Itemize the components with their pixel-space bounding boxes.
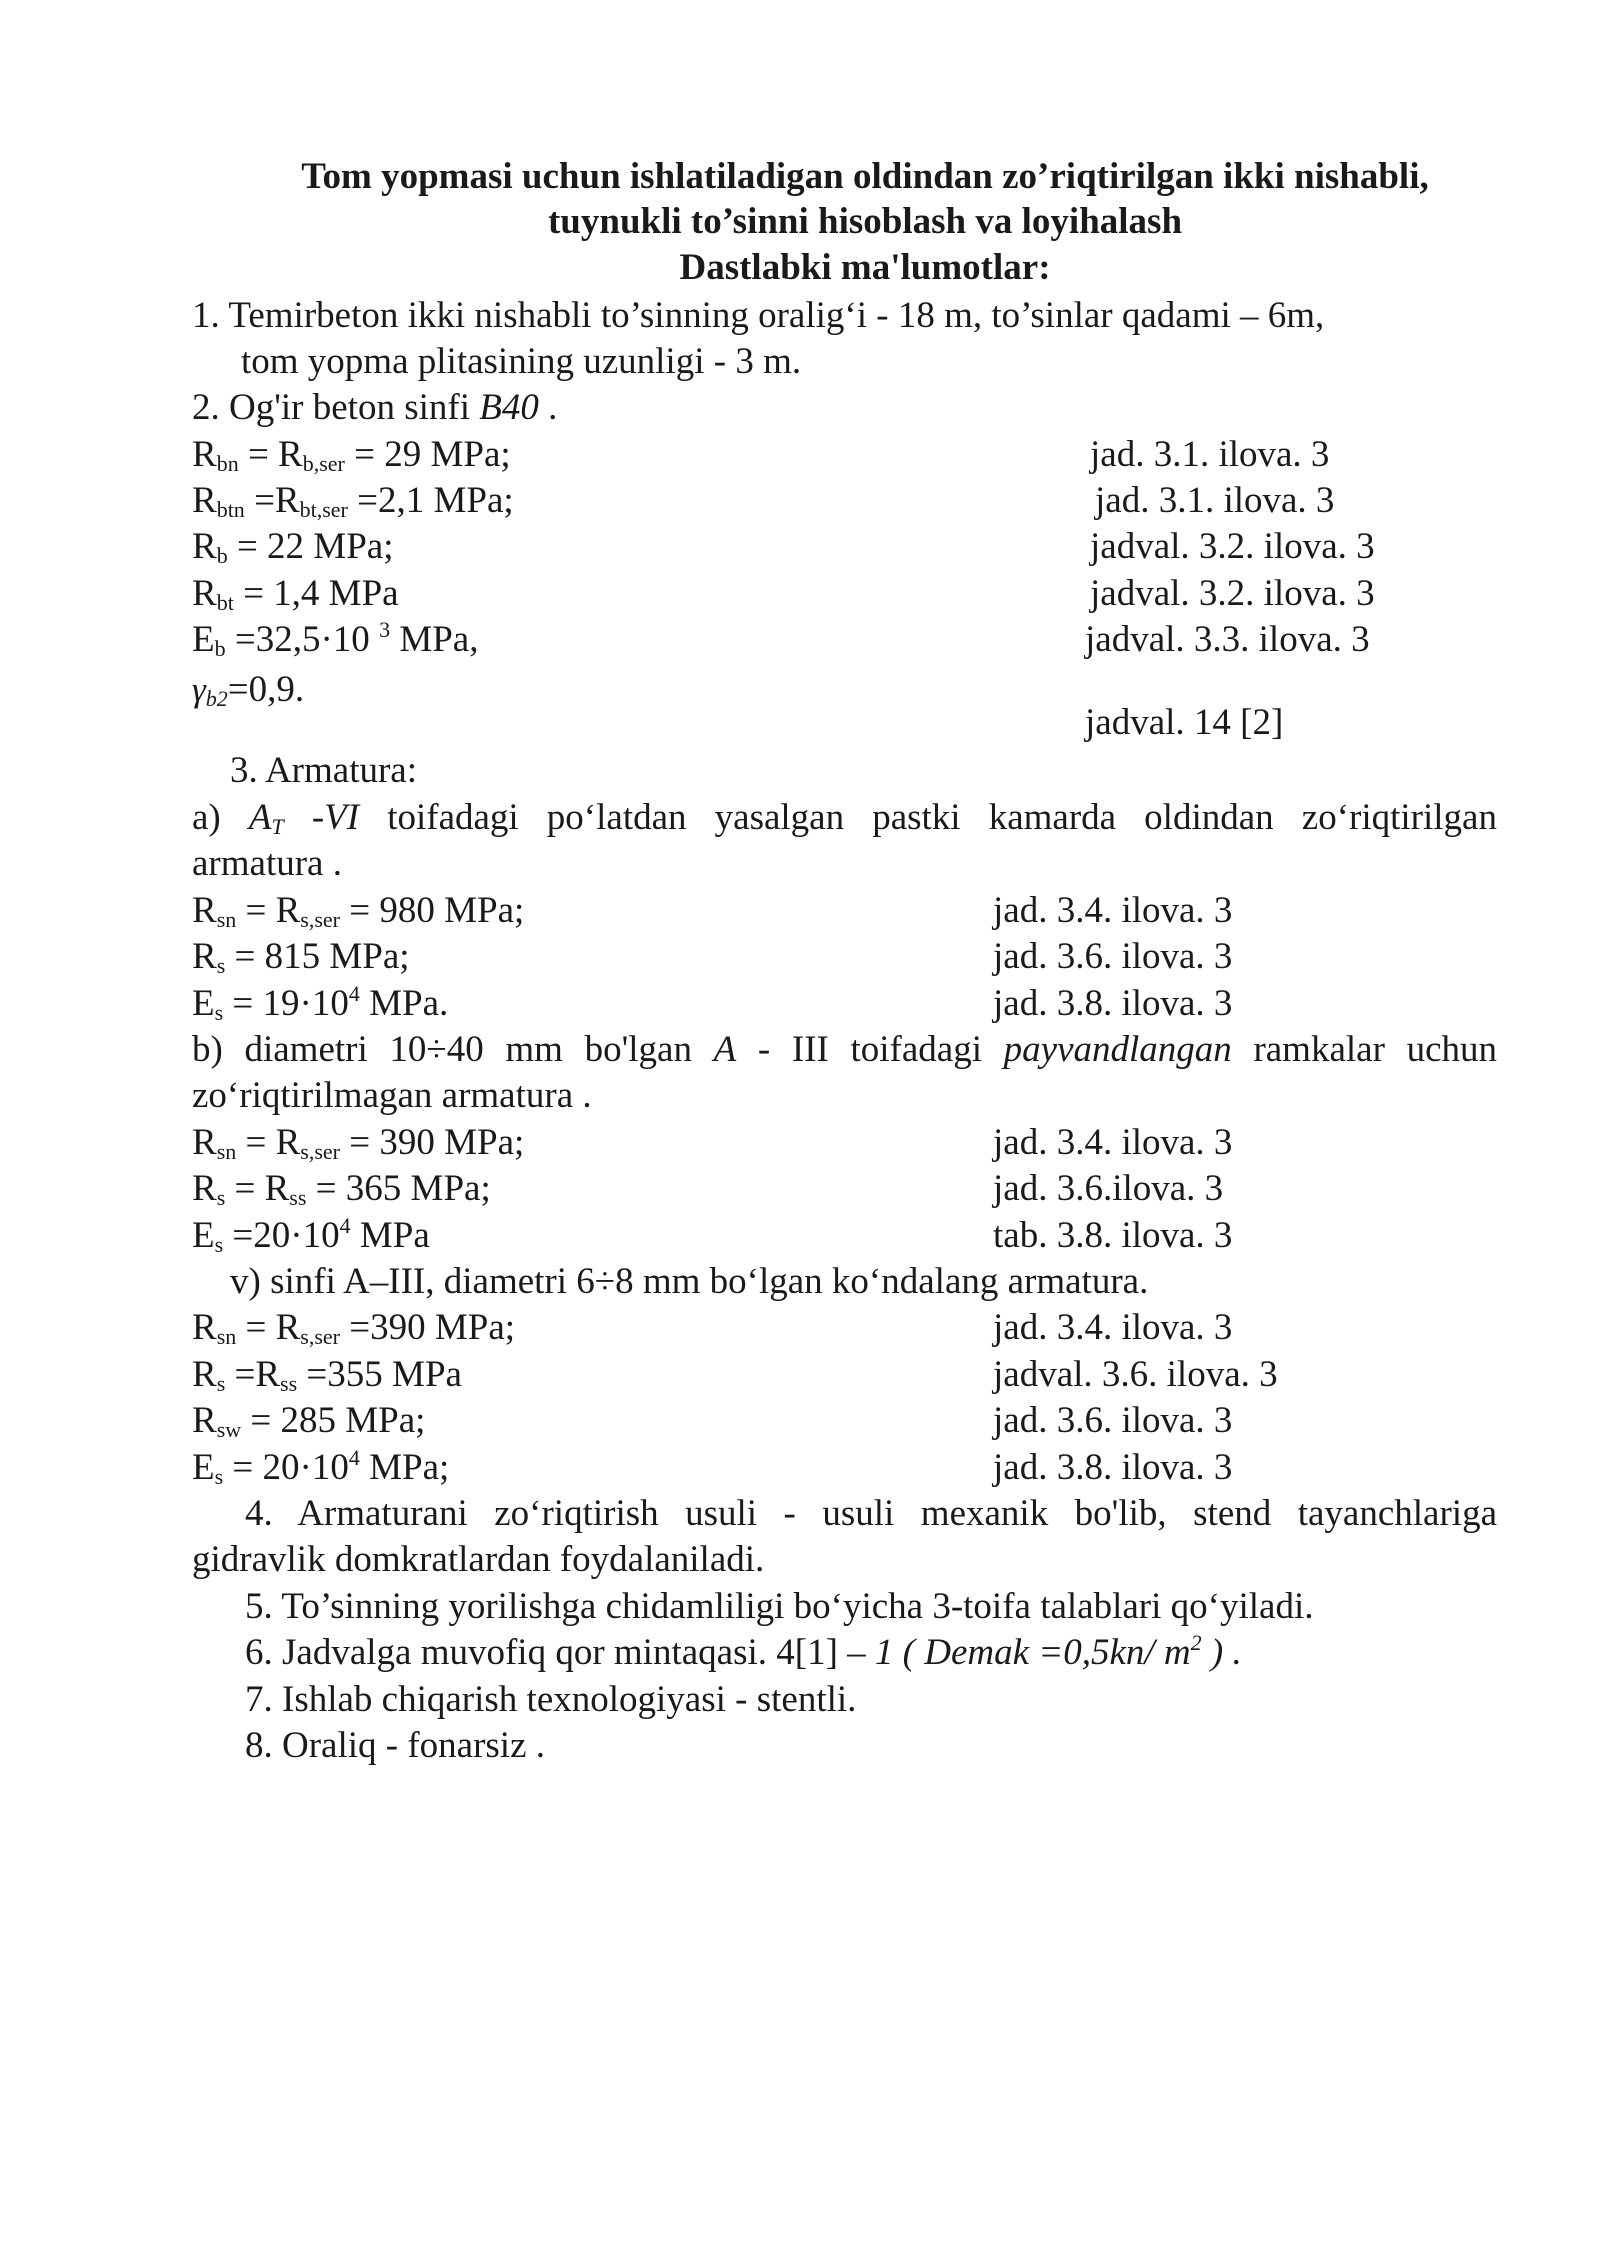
reference-v-rs: jadval. 3.6. ilova. 3 bbox=[993, 1354, 1278, 1395]
document-title-line-1: Tom yopmasi uchun ishlatiladigan oldindan zo’riqtirilgan ikki nishabli, bbox=[301, 156, 1429, 197]
document-title-line-2: tuynukli to’sinni hisoblash va loyihalash bbox=[547, 201, 1183, 242]
reference-rbt: jadval. 3.2. ilova. 3 bbox=[1090, 573, 1375, 614]
formula-b-rsn: $R_{sn} = R_{s,ser} = 390$ MPa; bbox=[192, 1122, 525, 1164]
section-heading-initial-data: Dastlabki ma'lumotlar: bbox=[679, 247, 1051, 288]
formula-a-es: $E_s = 19\cdot 10^4$ MPa. bbox=[192, 981, 449, 1025]
item-7: 7. Ishlab chiqarish texnologiyasi - stentli. bbox=[245, 1679, 857, 1720]
item-1-line-1: 1. Temirbeton ikki nishabli to’sinning oralig‘i - 18 m, to’sinlar qadami – 6m, bbox=[192, 295, 1325, 336]
reference-b-rsn: jad. 3.4. ilova. 3 bbox=[993, 1122, 1233, 1163]
reference-a-es: jad. 3.8. ilova. 3 bbox=[993, 983, 1233, 1024]
reference-a-rs: jad. 3.6. ilova. 3 bbox=[993, 936, 1233, 977]
item-4-line-1: 4. Armaturani zo‘riqtirish usuli - usuli mexanik bo'lib, stend tayanchlariga bbox=[245, 1493, 1497, 1534]
formula-rb: $R_b = 22$ MPa; bbox=[192, 526, 394, 568]
reference-rb: jadval. 3.2. ilova. 3 bbox=[1090, 526, 1375, 567]
item-5: 5. To’sinning yorilishga chidamliligi bo‘yicha 3-toifa talablari qo‘yiladi. bbox=[245, 1586, 1314, 1627]
formula-rbt: $R_{bt} = 1,4$ MPa bbox=[192, 573, 399, 615]
formula-b-rs: $R_s = R_{ss} = 365$ MPa; bbox=[192, 1168, 491, 1210]
reference-b-rs: jad. 3.6.ilova. 3 bbox=[993, 1168, 1224, 1209]
formula-v-rsn: $R_{sn} = R_{s,ser} =390$ MPa; bbox=[192, 1307, 516, 1349]
item-3b-line-2: zo‘riqtirilmagan armatura . bbox=[192, 1075, 592, 1116]
item-4-line-2: gidravlik domkratlardan foydalaniladi. bbox=[192, 1539, 765, 1580]
reference-rbn: jad. 3.1. ilova. 3 bbox=[1090, 434, 1330, 475]
formula-eb: $E_b =32,5\cdot 10$ $^3$ MPa, bbox=[192, 617, 479, 661]
formula-b-es: $E_s =20\cdot 10^4$ MPa bbox=[192, 1213, 430, 1257]
formula-v-rs: $R_s =R_{ss} =355$ MPa bbox=[192, 1354, 462, 1396]
item-3a-line-1: a) $A_T$ -VI toifadagi po‘latdan yasalgan pastki kamarda oldindan zo‘riqtirilgan bbox=[192, 797, 1497, 839]
formula-rbn: $R_{bn} = R_{b,ser} = 29$ MPa; bbox=[192, 434, 511, 476]
formula-a-rs: $R_s = 815$ MPa; bbox=[192, 936, 410, 978]
item-6: 6. Jadvalga muvofiq qor mintaqasi. 4[1] – 1 ( Demak =0,5kn/ $m^2$ ) . bbox=[245, 1630, 1242, 1673]
formula-gamma-b2: $\gamma_{b2}=0,9$. bbox=[192, 669, 305, 711]
formula-v-es: $E_s = 20\cdot 10^4$ MPa; bbox=[192, 1445, 450, 1489]
item-1-line-2: tom yopma plitasining uzunligi - 3 m. bbox=[241, 341, 802, 382]
item-2-concrete-class: 2. Og'ir beton sinfi B40 . bbox=[192, 387, 558, 428]
item-3-heading: 3. Armatura: bbox=[230, 750, 418, 791]
reference-b-es: tab. 3.8. ilova. 3 bbox=[993, 1215, 1233, 1256]
item-3a-line-2: armatura . bbox=[192, 843, 342, 884]
formula-a-rsn: $R_{sn} = R_{s,ser} = 980$ MPa; bbox=[192, 890, 525, 932]
item-8: 8. Oraliq - fonarsiz . bbox=[245, 1725, 546, 1766]
reference-v-rsn: jad. 3.4. ilova. 3 bbox=[993, 1307, 1233, 1348]
item-3v-heading: v) sinfi A–III, diametri 6÷8 mm bo‘lgan ko‘ndalang armatura. bbox=[230, 1261, 1149, 1302]
reference-gamma-b2: jadval. 14 [2] bbox=[1085, 702, 1284, 743]
reference-eb: jadval. 3.3. ilova. 3 bbox=[1085, 619, 1370, 660]
formula-rbtn: $R_{btn} =R_{bt,ser} =2,1$ MPa; bbox=[192, 480, 514, 522]
formula-v-rsw: $R_{sw} = 285$ MPa; bbox=[192, 1400, 426, 1442]
reference-rbtn: jad. 3.1. ilova. 3 bbox=[1095, 480, 1335, 521]
item-3b-line-1: b) diametri 10÷40 mm bo'lgan A - III toifadagi payvandlangan ramkalar uchun bbox=[192, 1029, 1497, 1070]
reference-a-rsn: jad. 3.4. ilova. 3 bbox=[993, 890, 1233, 931]
reference-v-rsw: jad. 3.6. ilova. 3 bbox=[993, 1400, 1233, 1441]
reference-v-es: jad. 3.8. ilova. 3 bbox=[993, 1447, 1233, 1488]
